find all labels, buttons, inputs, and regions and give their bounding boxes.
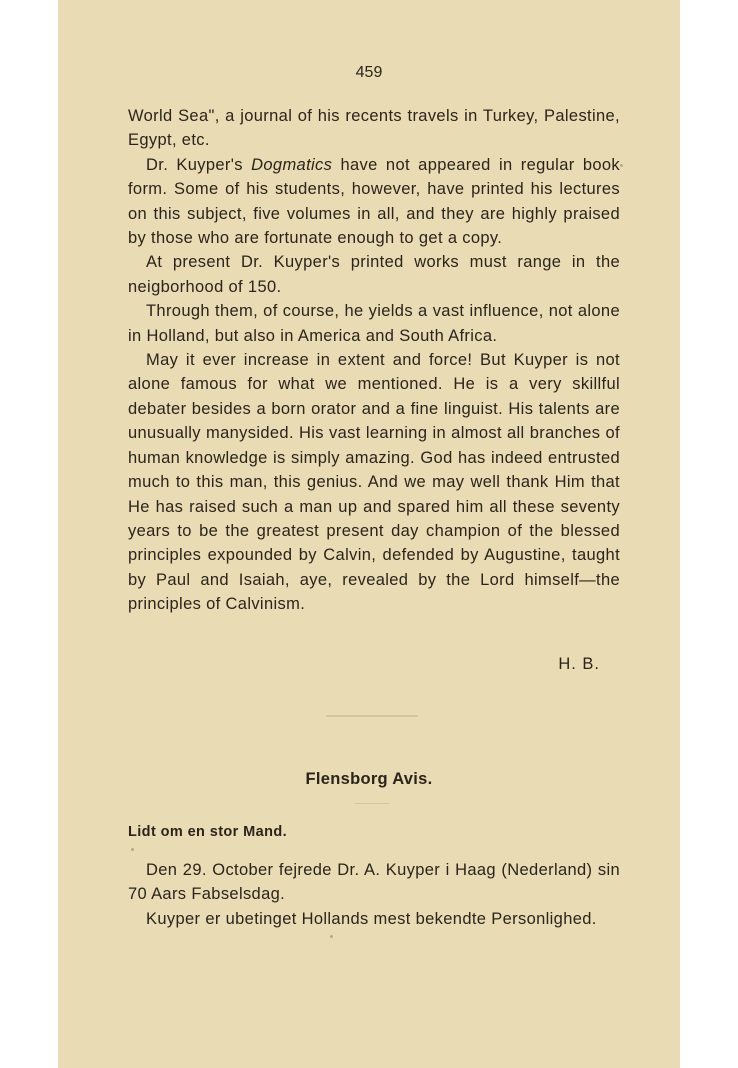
paragraph-1: World Sea", a journal of his recents travels in Turkey, Palestine, Egypt, etc. [128, 107, 620, 150]
author-signature: H. B. [558, 655, 600, 673]
ink-speck [620, 164, 623, 167]
page-number: 459 [355, 64, 383, 81]
article-subheading: Lidt om en stor Mand. [128, 824, 288, 840]
dogmatics-title: Dogmatics [251, 155, 333, 174]
paragraph-3: At present Dr. Kuyper's printed works must range in the neigborhood of 150. [128, 253, 620, 296]
section-title: Flensborg Avis. [305, 770, 433, 788]
paragraph-2 [128, 153, 620, 251]
english-article-body [128, 104, 620, 617]
danish-paragraph-2: Kuyper er ubetinget Hollands mest bekendte Personlighed. [146, 909, 597, 928]
section-divider [326, 715, 418, 717]
danish-paragraph-1: Den 29. October fejrede Dr. A. Kuyper i Haag (Nederland) sin 70 Aars Fabselsdag. [128, 861, 620, 904]
danish-article-body [128, 858, 620, 931]
paragraph-2-start: Dr. Kuyper's [146, 155, 252, 174]
title-underline [354, 803, 390, 804]
book-page [58, 0, 680, 1068]
paragraph-5: May it ever increase in extent and force! But Kuyper is not alone famous for what we mentioned. He is a very skillful debater besides a born orator and a fine linguist. His talents are unusually manysided. His vast learning in almost all branches of human knowledge is simply amazing. God has indeed entrusted much to this man, this genius. And we may well thank Him that He has raised such a man up and spared him all these seventy years to be the greatest present day champion of the blessed principles expounded by Calvin, defended by Augustine, taught by Paul and Isaiah, aye, revealed by the Lord himself—the principles of Calvinism. [128, 351, 620, 614]
paragraph-4: Through them, of course, he yields a vast influence, not alone in Holland, but also in America and South Africa. [128, 302, 620, 345]
ink-speck [330, 935, 333, 938]
paragraph-2-end: have not appeared in regular book form. Some of his students, however, have printed his lectures on this subject, five volumes in all, and they are highly praised by those who are fortunate enough to get a copy. [128, 155, 621, 248]
ink-speck [131, 848, 134, 851]
